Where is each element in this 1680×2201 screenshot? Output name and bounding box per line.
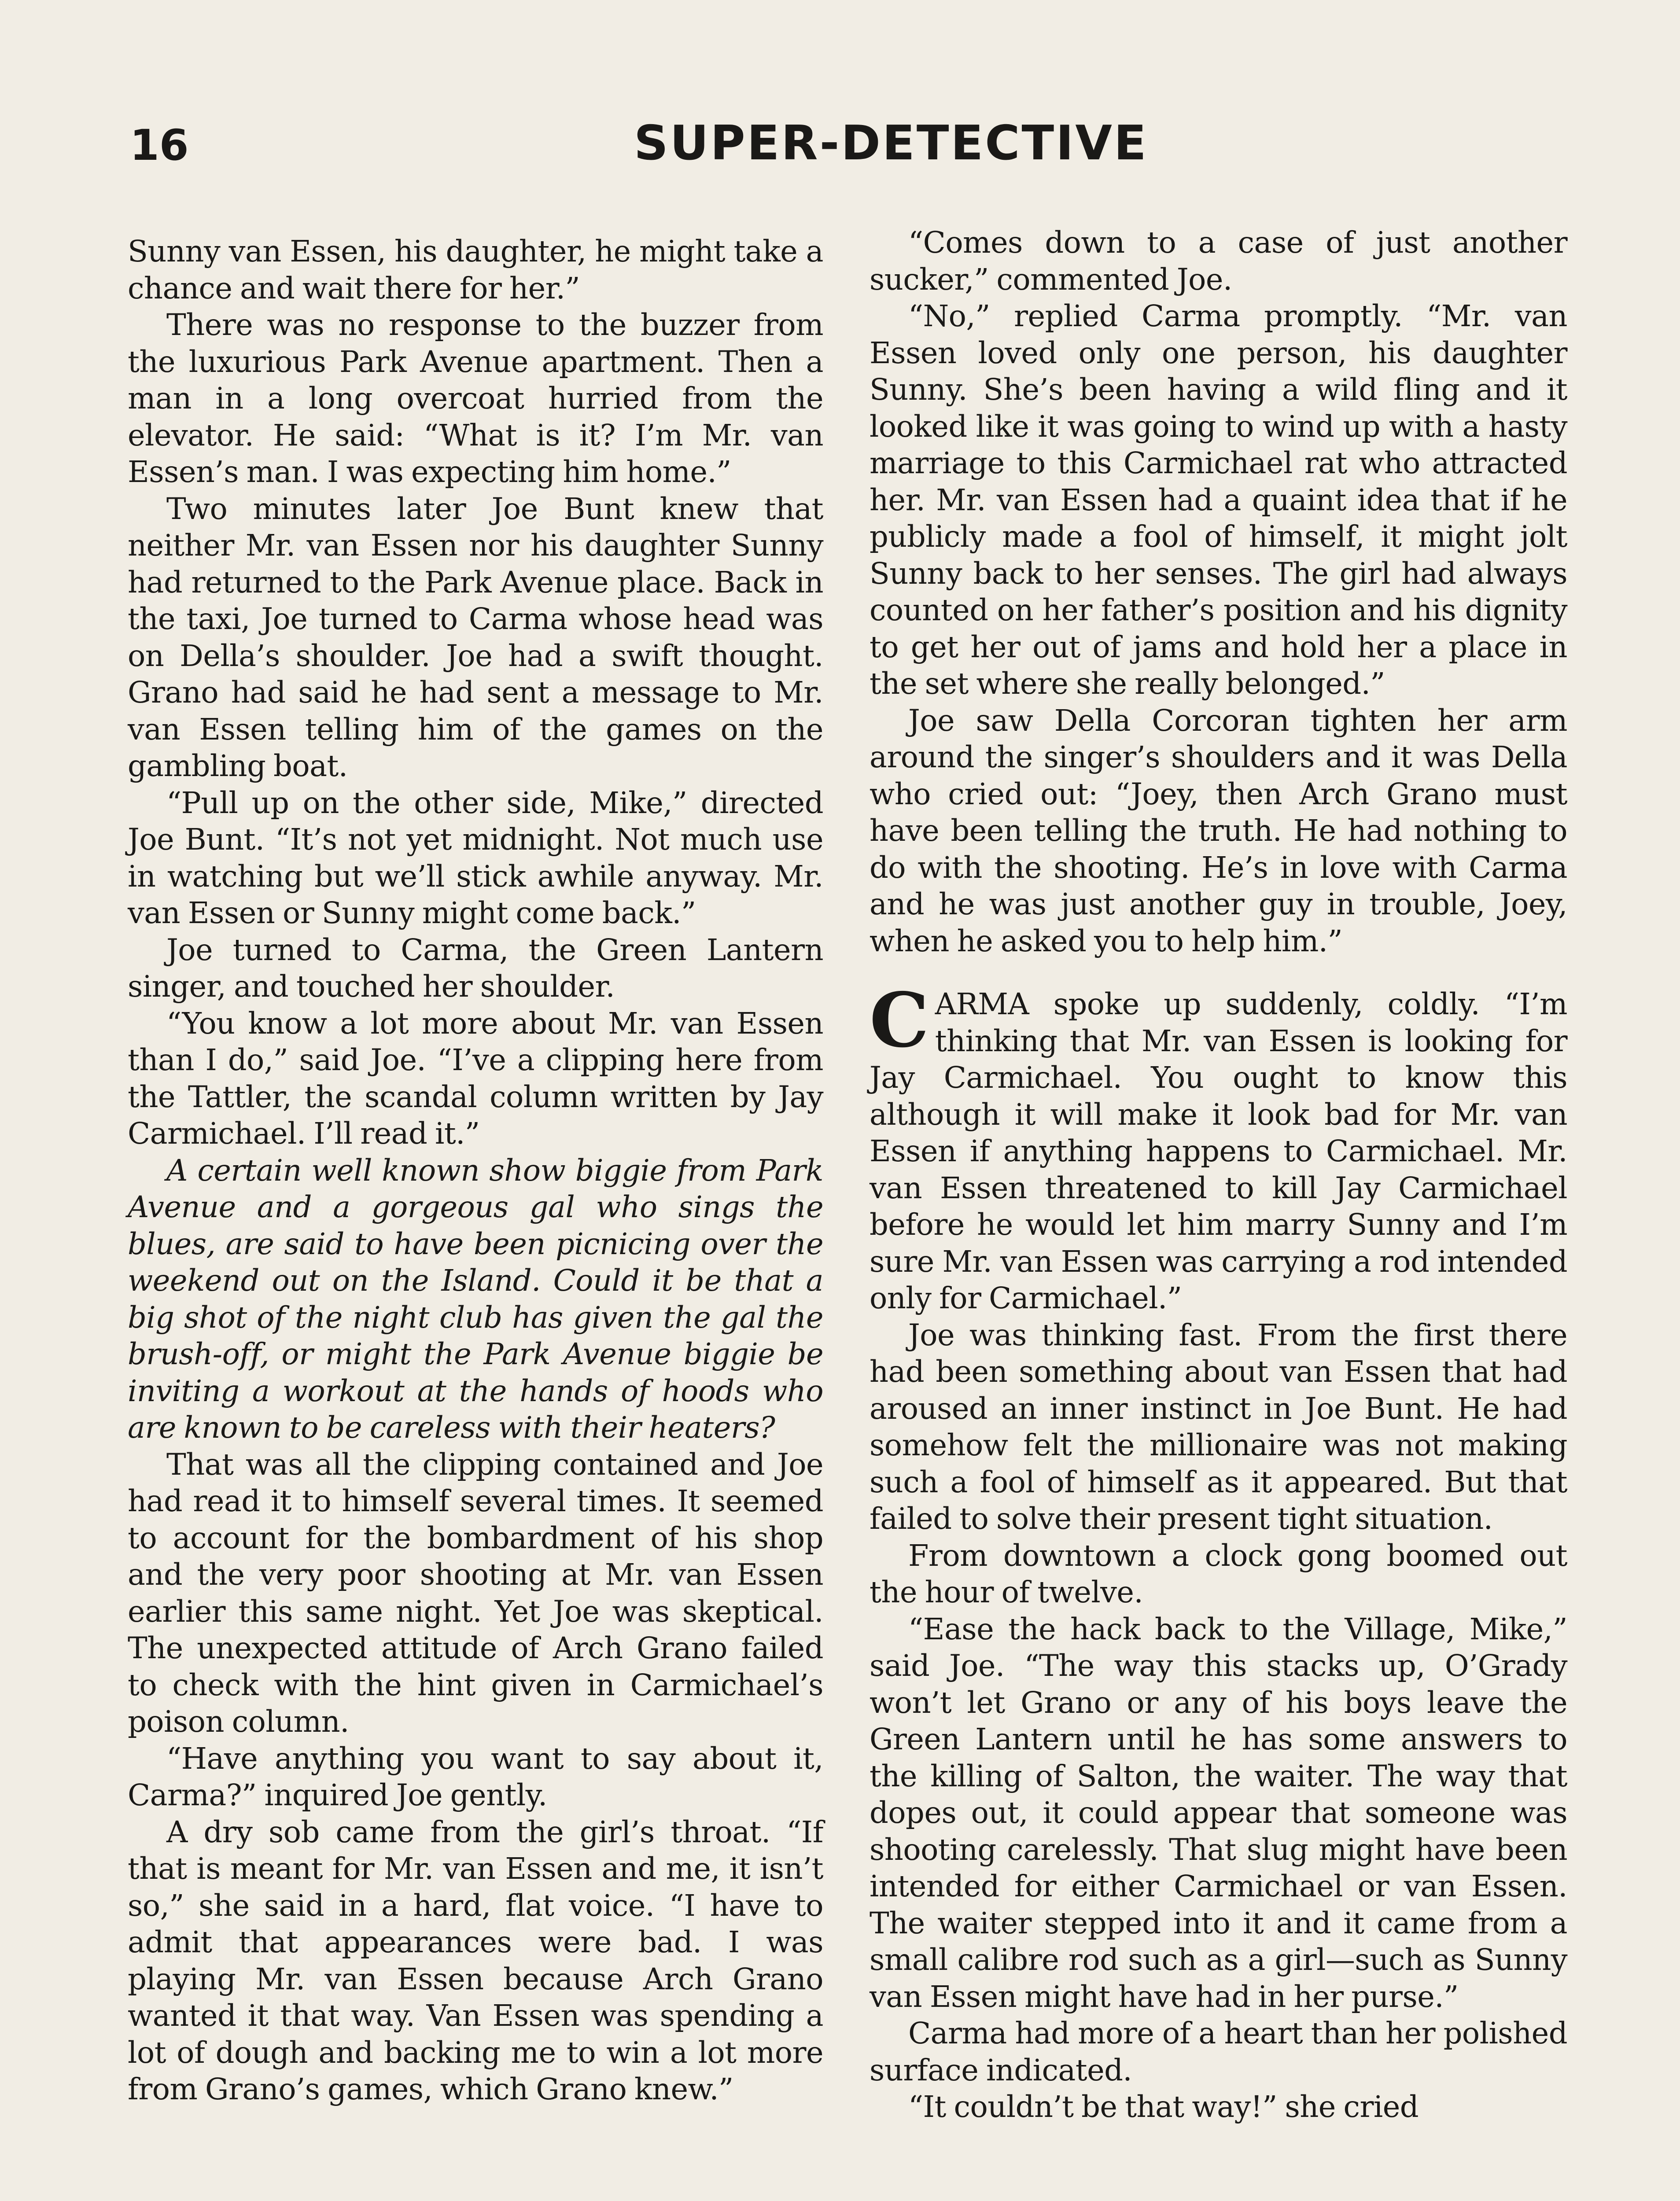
paragraph: “Pull up on the other side, Mike,” directed Joe Bunt. “It’s not yet midnight. Not much use in watching but we’ll stick awhile anyway. Mr. van Essen or Sunny might come back.” [128,785,823,930]
paragraph: “You know a lot more about Mr. van Essen than I do,” said Joe. “I’ve a clipping here from the Tattler, the scandal column written by Jay Carmichael. I’ll read it.” [128,1006,823,1151]
paragraph: “Have anything you want to say about it, Carma?” inquired Joe gently. [128,1741,823,1812]
paragraph: Joe was thinking fast. From the first there had been something about van Essen that had aroused an inner instinct in Joe Bunt. He had somehow felt the millionaire was not making such a fool of himself as it appeared. But that failed to solve their present tight situation. [869,1318,1567,1536]
paragraph: “It couldn’t be that way!” she cried [908,2090,1419,2124]
left-column [128,233,823,2201]
right-column [869,225,1567,2201]
paragraph: “Ease the hack back to the Village, Mike,” said Joe. “The way this stacks up, O’Grady won’t let Grano or any of his boys leave the Green Lantern until he has some answers to the killing of Salton, the waiter. The way that dopes out, it could appear that someone was shooting carelessly. That slug might have been intended for either Carmichael or van Essen. The waiter stepped into it and it came from a small calibre rod such as a girl—such as Sunny van Essen might have had in her purse.” [869,1612,1567,2014]
dropcap-paragraph-text: ARMA spoke up suddenly, coldly. “I’m thinking that Mr. van Essen is looking for Jay Carmichael. You ought to know this although it will make it look bad for Mr. van Essen if anything happens to Carmichael. Mr. van Essen threatened to kill Jay Carmichael before he would let him marry Sunny and I’m sure Mr. van Essen was carrying a rod intended only for Carmichael.” [869,987,1567,1315]
drop-cap: C [869,976,929,1064]
paragraph: From downtown a clock gong boomed out the hour of twelve. [869,1538,1567,1609]
paragraph: Sunny van Essen, his daughter, he might take a chance and wait there for her.” [128,234,823,305]
quoted-clipping: A certain well known show biggie from Park Avenue and a gorgeous gal who sings the blues, are said to have been picnicing over the weekend out on the Island. Could it be that a big shot of the night club has given the gal the brush-off, or might the Park Avenue biggie be inviting a workout at the hands of hoods who are known to be careless with their heaters? [128,1153,823,1445]
paragraph: There was no response to the buzzer from the luxurious Park Avenue apartment. Then a man in a long overcoat hurried from the elevator. He said: “What is it? I’m Mr. van Essen’s man. I was expecting him home.” [128,308,823,489]
paragraph: That was all the clipping contained and Joe had read it to himself several times. It seemed to account for the bombardment of his shop and the very poor shooting at Mr. van Essen earlier this same night. Yet Joe was skeptical. The unexpected attitude of Arch Grano failed to check with the hint given in Carmichael’s poison column. [128,1447,823,1739]
page-number: 16 [130,121,189,170]
paragraph: Two minutes later Joe Bunt knew that neither Mr. van Essen nor his daughter Sunny had returned to the Park Avenue place. Back in the taxi, Joe turned to Carma whose head was on Della’s shoulder. Joe had a swift thought. Grano had said he had sent a message to Mr. van Essen telling him of the games on the gambling boat. [128,491,823,783]
paragraph: Joe saw Della Corcoran tighten her arm around the singer’s shoulders and it was Della who cried out: “Joey, then Arch Grano must have been telling the truth. He had nothing to do with the shooting. He’s in love with Carma and he was just another guy in trouble, Joey, when he asked you to help him.” [869,703,1567,958]
paragraph: “Comes down to a case of just another sucker,” commented Joe. [869,225,1567,297]
section-break [869,960,1567,986]
paragraph: Carma had more of a heart than her polished surface indicated. [869,2016,1567,2087]
dropcap-paragraph [869,976,1567,1317]
paragraph: Joe turned to Carma, the Green Lantern singer, and touched her shoulder. [128,932,823,1004]
paragraph: A dry sob came from the girl’s throat. “If that is meant for Mr. van Essen and me, it isn’t so,” she said in a hard, flat voice. “I have to admit that appearances were bad. I was playing Mr. van Essen because Arch Grano wanted it that way. Van Essen was spending a lot of dough and backing me to win a lot more from Grano’s games, which Grano knew.” [128,1815,823,2106]
running-head: SUPER-DETECTIVE [634,116,1148,171]
paragraph: “No,” replied Carma promptly. “Mr. van Essen loved only one person, his daughter Sunny. She’s been having a wild fling and it looked like it was going to wind up with a hasty marriage to this Carmichael rat who attracted her. Mr. van Essen had a quaint idea that if he publicly made a fool of himself, it might jolt Sunny back to her senses. The girl had always counted on her father’s position and his dignity to get her out of jams and hold her a place in the set where she really belonged.” [869,299,1567,701]
